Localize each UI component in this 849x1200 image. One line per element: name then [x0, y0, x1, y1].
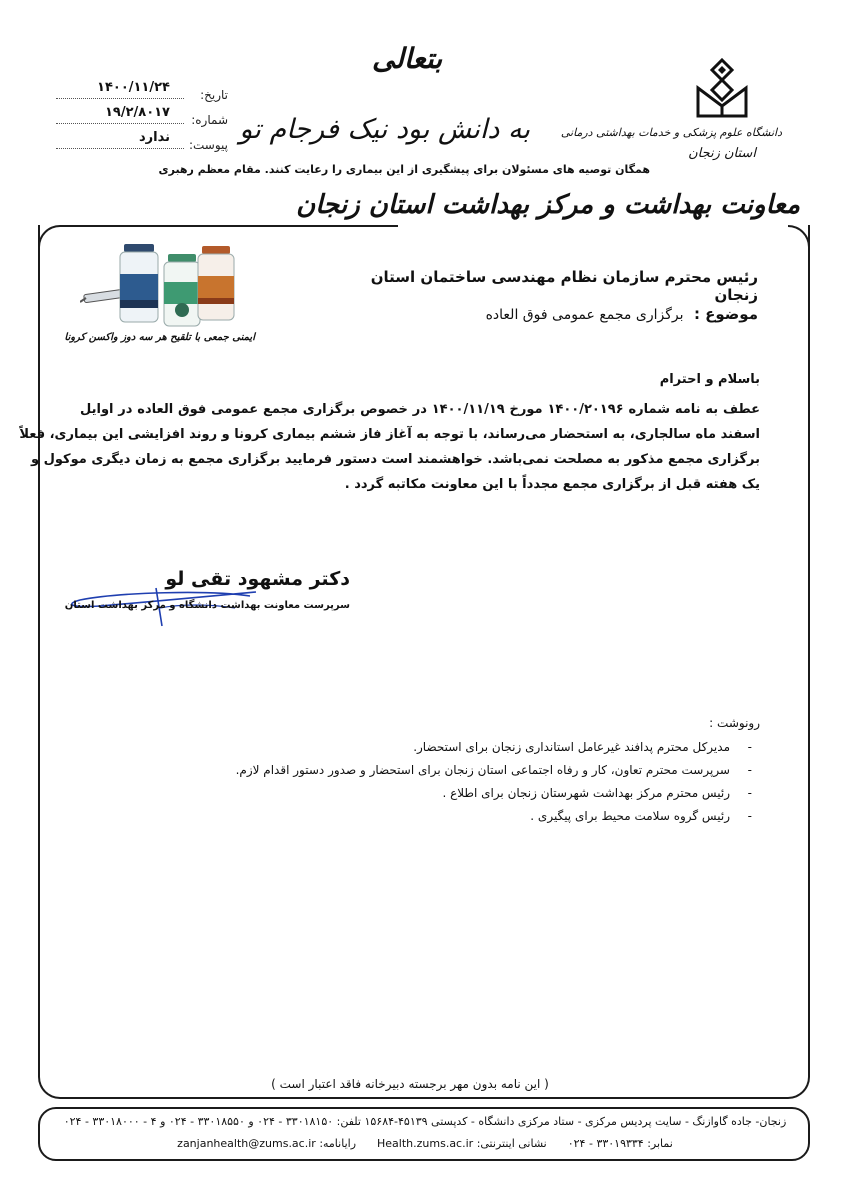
- subject-text: برگزاری مجمع عمومی فوق العاده: [485, 307, 684, 323]
- number-value: ۱۹/۲/۸۰۱۷: [101, 105, 174, 120]
- deputy-title: معاونت بهداشت و مرکز بهداشت استان زنجان: [296, 190, 800, 220]
- letter-body: [19, 397, 760, 497]
- slogan: به دانش بود نیک فرجام تو: [239, 114, 530, 145]
- greeting: باسلام و احترام: [659, 372, 760, 387]
- divider: [56, 98, 184, 99]
- subject-line: [340, 305, 758, 323]
- attachment-row: [56, 130, 236, 155]
- cc-item: - سرپرست محترم تعاون، کار و رفاه اجتماعی استان زنجان برای استحضار و صدور دستور اقدام لازم.: [180, 763, 760, 786]
- number-label: شماره:: [191, 113, 228, 127]
- number-row: [56, 105, 236, 130]
- footer: [38, 1107, 810, 1161]
- date-value: ۱۴۰۰/۱۱/۲۴: [93, 80, 174, 95]
- attachment-value: ندارد: [135, 130, 174, 145]
- university-province: استان زنجان: [688, 146, 756, 161]
- cc-item: - رئیس محترم مرکز بهداشت شهرستان زنجان برای اطلاع .: [180, 786, 760, 809]
- body-line: عطف به نامه شماره ۱۴۰۰/۲۰۱۹۶ مورخ ۱۴۰۰/۱۱/۱۹ در خصوص برگزاری مجمع عمومی فوق العاده در اوایل: [80, 402, 760, 417]
- cc-item: - رئیس گروه سلامت محیط برای پیگیری .: [180, 809, 760, 832]
- vaccine-caption: ایمنی جمعی با تلقیح هر سه دوز واکسن کرونا: [64, 332, 255, 343]
- university-logo: [560, 58, 782, 178]
- letter-frame: [19, 225, 810, 1099]
- date-label: تاریخ:: [200, 88, 228, 102]
- divider: [56, 148, 184, 149]
- cc-list: [180, 740, 760, 832]
- vaccine-vials-icon: [80, 240, 255, 330]
- body-line: یک هفته قبل از برگزاری مجمع مجدداً با این معاونت مکاتبه گردد .: [344, 477, 760, 492]
- cc-item: - مدیرکل محترم پدافند غیرعامل استانداری زنجان برای استحضار.: [180, 740, 760, 763]
- divider: [56, 123, 184, 124]
- subject-label: موضوع :: [693, 305, 758, 323]
- email-link[interactable]: zanjanhealth@zums.ac.ir: [177, 1137, 316, 1150]
- validity-disclaimer: ( این نامه بدون مهر برجسته دبیرخانه فاقد اعتبار است ): [271, 1077, 549, 1091]
- basmala: بتعالی: [372, 42, 443, 75]
- email-label: رایانامه:: [319, 1137, 357, 1150]
- website-label: نشانی اینترنتی:: [476, 1137, 547, 1150]
- footer-contacts: [50, 1137, 800, 1150]
- date-row: [56, 80, 236, 105]
- cc-title: رونوشت :: [709, 716, 760, 730]
- university-name: دانشگاه علوم پزشکی و خدمات بهداشتی درمانی: [560, 126, 782, 139]
- letter-meta: [56, 80, 236, 155]
- signatory-name: دکتر مشهود تقی لو: [165, 568, 350, 590]
- attachment-label: پیوست:: [188, 138, 228, 152]
- vaccine-banner: [64, 240, 255, 350]
- university-emblem-icon: [692, 58, 752, 120]
- website-link[interactable]: Health.zums.ac.ir: [377, 1137, 474, 1150]
- body-line: برگزاری مجمع مذکور به مصلحت نمی‌باشد. خواهشمند است دستور فرمایید برگزاری مجمع به زمان دیگری موکول و: [31, 452, 760, 467]
- footer-address: زنجان- جاده گاوازنگ - سایت پردیس مرکزی - ستاد مرکزی دانشگاه - کدپستی ۴۵۱۳۹-۱۵۶۸۴ تلفن: ۳۳۰۱۸۱۵۰ - ۰۲۴ و ۳۳۰۱۸۵۵۰ - ۰۲۴ و ۴ - ۳۳۰۱۸۰۰۰ - ۰۲۴: [63, 1115, 787, 1128]
- body-line: اسفند ماه سالجاری، به استحضار می‌رساند، با توجه به آغاز فاز ششم بیماری کرونا و روند افزایشی این بیماری، فعلاً: [19, 427, 760, 442]
- signatory-title: سرپرست معاونت بهداشت دانشگاه و مرکز بهداشت استان: [64, 600, 350, 611]
- footer-fax: نمابر: ۳۳۰۱۹۳۳۴ - ۰۲۴: [567, 1137, 673, 1150]
- leader-quote: همگان توصیه های مسئولان برای پیشگیری از این بیماری را رعایت کنند. مقام معظم رهبری: [158, 163, 650, 176]
- recipient: رئیس محترم سازمان نظام مهندسی ساختمان استان زنجان: [370, 268, 758, 304]
